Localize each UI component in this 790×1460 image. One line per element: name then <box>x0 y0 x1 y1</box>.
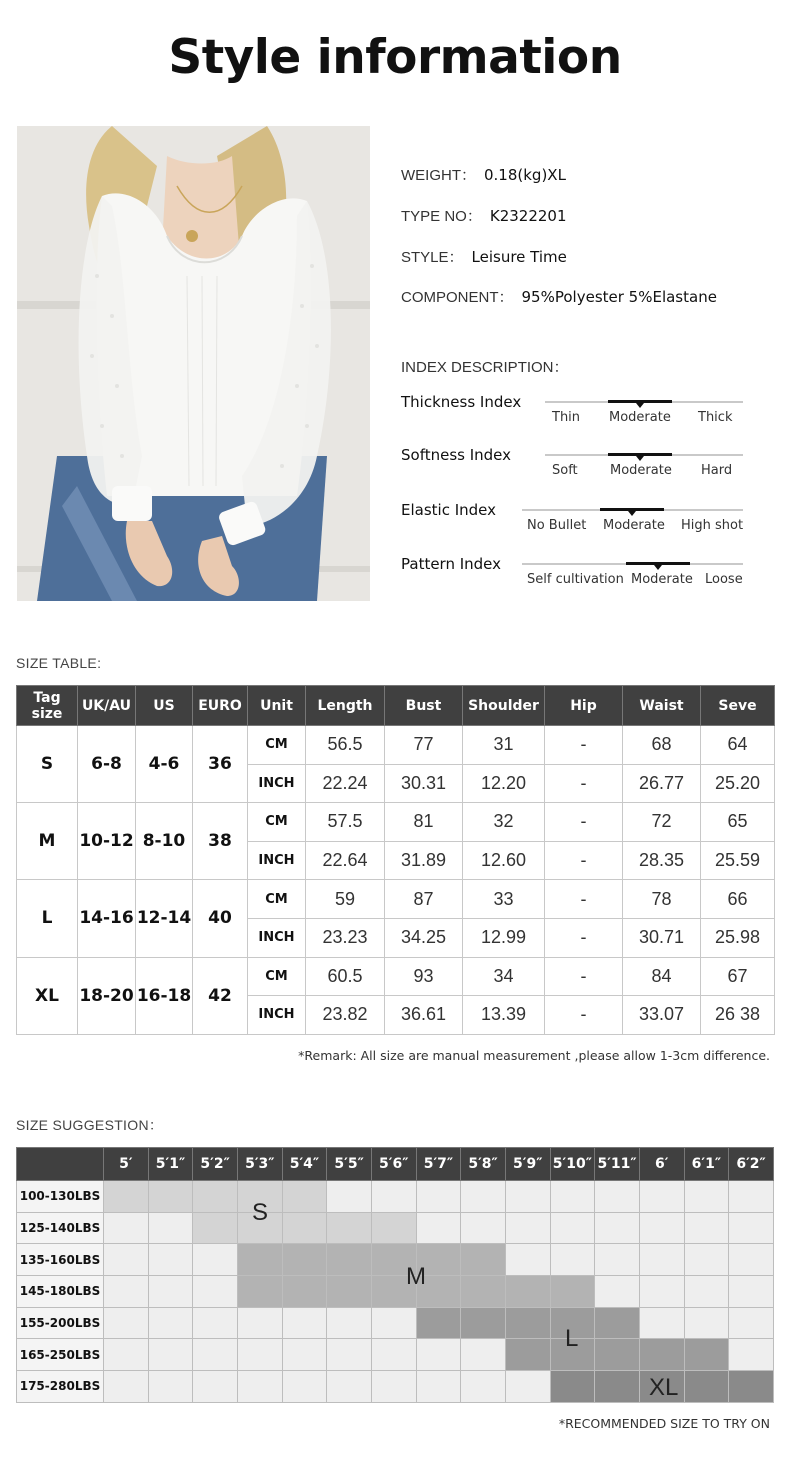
height-header: 5′11″ <box>595 1148 640 1181</box>
weight-label: 175-280LBS <box>17 1371 104 1403</box>
col-header: UK/AU <box>78 686 136 726</box>
grid-cell <box>148 1307 193 1339</box>
bust-cell: 31.89 <box>385 841 463 880</box>
grid-cell <box>639 1212 684 1244</box>
length-cell: 22.24 <box>306 764 385 803</box>
grid-cell <box>104 1212 149 1244</box>
elastic-option: No Bullet <box>527 518 587 533</box>
grid-cell <box>148 1212 193 1244</box>
table-row <box>17 803 775 842</box>
tag-size-cell: L <box>17 880 78 957</box>
size-table <box>16 685 775 1035</box>
sleeve-cell: 25.20 <box>701 764 775 803</box>
shoulder-cell: 32 <box>463 803 545 842</box>
elastic-option: High shot <box>681 518 744 533</box>
grid-cell <box>639 1339 684 1371</box>
grid-cell <box>327 1276 372 1308</box>
grid-cell <box>237 1339 282 1371</box>
softness-pointer-icon <box>636 456 644 461</box>
grid-cell <box>550 1212 595 1244</box>
hip-cell: - <box>545 841 623 880</box>
info-weight-label: WEIGHT： <box>401 167 476 184</box>
grid-cell <box>371 1181 416 1213</box>
size-suggestion-label: SIZE SUGGESTION： <box>16 1117 164 1133</box>
bust-cell: 81 <box>385 803 463 842</box>
grid-cell <box>684 1339 729 1371</box>
euro-cell: 40 <box>193 880 248 957</box>
col-header: Shoulder <box>463 686 545 726</box>
hip-cell: - <box>545 764 623 803</box>
ukau-cell: 6-8 <box>78 726 136 803</box>
height-header: 5′6″ <box>371 1148 416 1181</box>
size-table-label: SIZE TABLE: <box>16 655 102 671</box>
grid-cell <box>282 1212 327 1244</box>
shoulder-cell: 33 <box>463 880 545 919</box>
grid-cell <box>104 1307 149 1339</box>
grid-cell <box>729 1212 774 1244</box>
waist-cell: 84 <box>623 957 701 996</box>
index-description-heading: INDEX DESCRIPTION： <box>401 359 569 376</box>
grid-cell <box>595 1307 640 1339</box>
shoulder-cell: 31 <box>463 726 545 765</box>
height-header: 6′ <box>639 1148 684 1181</box>
grid-cell <box>595 1244 640 1276</box>
height-header: 5′8″ <box>461 1148 506 1181</box>
height-header: 5′1″ <box>148 1148 193 1181</box>
waist-cell: 33.07 <box>623 996 701 1035</box>
thickness-option: Moderate <box>609 410 671 425</box>
table-row <box>17 726 775 765</box>
grid-cell <box>327 1212 372 1244</box>
grid-cell <box>104 1339 149 1371</box>
ukau-cell: 18-20 <box>78 957 136 1034</box>
bust-cell: 30.31 <box>385 764 463 803</box>
pattern-index-label: Pattern Index <box>401 555 502 573</box>
info-style <box>401 246 567 267</box>
weight-label: 100-130LBS <box>17 1181 104 1213</box>
grid-cell <box>416 1371 461 1403</box>
grid-cell <box>148 1276 193 1308</box>
pattern-pointer-icon <box>654 565 662 570</box>
grid-cell <box>550 1276 595 1308</box>
zone-label-m: M <box>406 1263 426 1290</box>
grid-cell <box>550 1181 595 1213</box>
height-header: 5′5″ <box>327 1148 372 1181</box>
col-header: Unit <box>248 686 306 726</box>
zone-label-s: S <box>252 1199 269 1226</box>
grid-cell <box>282 1307 327 1339</box>
length-cell: 60.5 <box>306 957 385 996</box>
grid-cell <box>684 1181 729 1213</box>
info-weight <box>401 164 566 185</box>
grid-cell <box>595 1339 640 1371</box>
waist-cell: 30.71 <box>623 918 701 957</box>
grid-cell <box>282 1371 327 1403</box>
grid-cell <box>104 1244 149 1276</box>
elastic-index-label: Elastic Index <box>401 501 497 519</box>
sleeve-cell: 25.98 <box>701 918 775 957</box>
tag-size-cell: M <box>17 803 78 880</box>
grid-cell <box>327 1339 372 1371</box>
product-photo <box>17 126 370 601</box>
grid-cell <box>505 1276 550 1308</box>
size-table-header-row <box>17 686 775 726</box>
grid-cell <box>371 1212 416 1244</box>
weight-label: 135-160LBS <box>17 1244 104 1276</box>
hip-cell: - <box>545 880 623 919</box>
grid-cell <box>282 1181 327 1213</box>
table-row <box>17 880 775 919</box>
unit-cell: INCH <box>248 764 306 803</box>
size-suggestion-table <box>16 1147 774 1403</box>
length-cell: 23.82 <box>306 996 385 1035</box>
grid-cell <box>148 1371 193 1403</box>
table-row <box>17 1244 774 1276</box>
unit-cell: CM <box>248 880 306 919</box>
height-header: 5′2″ <box>193 1148 238 1181</box>
weight-label: 145-180LBS <box>17 1276 104 1308</box>
grid-cell <box>237 1371 282 1403</box>
grid-cell <box>148 1181 193 1213</box>
table-row <box>17 1307 774 1339</box>
grid-cell <box>595 1371 640 1403</box>
bust-cell: 87 <box>385 880 463 919</box>
col-header: Hip <box>545 686 623 726</box>
grid-cell <box>461 1244 506 1276</box>
length-cell: 22.64 <box>306 841 385 880</box>
waist-cell: 68 <box>623 726 701 765</box>
us-cell: 8-10 <box>136 803 193 880</box>
grid-cell <box>461 1276 506 1308</box>
unit-cell: INCH <box>248 918 306 957</box>
col-header: Seve <box>701 686 775 726</box>
grid-cell <box>193 1244 238 1276</box>
waist-cell: 26.77 <box>623 764 701 803</box>
unit-cell: CM <box>248 957 306 996</box>
grid-cell <box>505 1244 550 1276</box>
grid-cell <box>729 1371 774 1403</box>
col-header: Waist <box>623 686 701 726</box>
table-row <box>17 957 775 996</box>
info-weight-value: 0.18(kg)XL <box>484 166 566 184</box>
ukau-cell: 14-16 <box>78 880 136 957</box>
grid-cell <box>595 1181 640 1213</box>
grid-cell <box>461 1307 506 1339</box>
page-title: Style information <box>168 30 622 85</box>
grid-cell <box>684 1307 729 1339</box>
grid-cell <box>282 1244 327 1276</box>
info-component <box>401 286 717 307</box>
footer-note: *RECOMMENDED SIZE TO TRY ON <box>558 1416 770 1431</box>
thickness-option: Thin <box>552 410 581 425</box>
col-header: Tag size <box>17 686 78 726</box>
grid-cell <box>193 1371 238 1403</box>
grid-cell <box>684 1212 729 1244</box>
col-header: Length <box>306 686 385 726</box>
grid-cell <box>282 1339 327 1371</box>
info-style-label: STYLE： <box>401 249 464 266</box>
thickness-pointer-icon <box>636 403 644 408</box>
grid-cell <box>282 1276 327 1308</box>
table-row <box>17 1212 774 1244</box>
grid-cell <box>371 1339 416 1371</box>
grid-cell <box>416 1307 461 1339</box>
height-header: 5′3″ <box>237 1148 282 1181</box>
grid-cell <box>505 1181 550 1213</box>
grid-cell <box>193 1181 238 1213</box>
grid-cell <box>684 1244 729 1276</box>
pattern-option: Moderate <box>631 572 693 587</box>
euro-cell: 42 <box>193 957 248 1034</box>
info-style-value: Leisure Time <box>471 248 567 266</box>
shoulder-cell: 12.60 <box>463 841 545 880</box>
waist-cell: 72 <box>623 803 701 842</box>
grid-cell <box>237 1307 282 1339</box>
euro-cell: 36 <box>193 726 248 803</box>
shoulder-cell: 12.99 <box>463 918 545 957</box>
shoulder-cell: 13.39 <box>463 996 545 1035</box>
grid-cell <box>505 1371 550 1403</box>
grid-cell <box>461 1371 506 1403</box>
unit-cell: INCH <box>248 841 306 880</box>
us-cell: 4-6 <box>136 726 193 803</box>
thickness-option: Thick <box>698 410 733 425</box>
hip-cell: - <box>545 996 623 1035</box>
grid-cell <box>595 1212 640 1244</box>
grid-cell <box>327 1371 372 1403</box>
sleeve-cell: 25.59 <box>701 841 775 880</box>
grid-cell <box>327 1181 372 1213</box>
weight-label: 165-250LBS <box>17 1339 104 1371</box>
sleeve-cell: 65 <box>701 803 775 842</box>
waist-cell: 78 <box>623 880 701 919</box>
grid-cell <box>193 1276 238 1308</box>
col-header: EURO <box>193 686 248 726</box>
grid-cell <box>416 1181 461 1213</box>
info-component-label: COMPONENT： <box>401 289 514 306</box>
sleeve-cell: 66 <box>701 880 775 919</box>
grid-cell <box>327 1307 372 1339</box>
grid-cell <box>505 1339 550 1371</box>
bust-cell: 36.61 <box>385 996 463 1035</box>
table-row <box>17 1276 774 1308</box>
grid-cell <box>461 1339 506 1371</box>
shoulder-cell: 34 <box>463 957 545 996</box>
zone-label-l: L <box>565 1325 579 1352</box>
grid-cell <box>639 1276 684 1308</box>
grid-cell <box>639 1307 684 1339</box>
col-header: US <box>136 686 193 726</box>
us-cell: 12-14 <box>136 880 193 957</box>
hip-cell: - <box>545 726 623 765</box>
grid-cell <box>595 1276 640 1308</box>
grid-cell <box>461 1181 506 1213</box>
elastic-pointer-icon <box>628 511 636 516</box>
unit-cell: CM <box>248 726 306 765</box>
pattern-option: Self cultivation <box>527 572 624 587</box>
grid-cell <box>237 1276 282 1308</box>
unit-cell: INCH <box>248 996 306 1035</box>
length-cell: 23.23 <box>306 918 385 957</box>
height-header: 5′4″ <box>282 1148 327 1181</box>
waist-cell: 28.35 <box>623 841 701 880</box>
grid-cell <box>639 1244 684 1276</box>
grid-cell <box>729 1339 774 1371</box>
grid-cell <box>104 1181 149 1213</box>
height-header: 6′1″ <box>684 1148 729 1181</box>
height-header: 5′10″ <box>550 1148 595 1181</box>
grid-cell <box>104 1371 149 1403</box>
grid-cell <box>237 1244 282 1276</box>
grid-cell <box>371 1371 416 1403</box>
weight-label: 155-200LBS <box>17 1307 104 1339</box>
weight-label: 125-140LBS <box>17 1212 104 1244</box>
bust-cell: 77 <box>385 726 463 765</box>
tag-size-cell: S <box>17 726 78 803</box>
grid-cell <box>550 1244 595 1276</box>
bust-cell: 93 <box>385 957 463 996</box>
grid-cell <box>148 1244 193 1276</box>
unit-cell: CM <box>248 803 306 842</box>
elastic-option: Moderate <box>603 518 665 533</box>
ukau-cell: 10-12 <box>78 803 136 880</box>
hip-cell: - <box>545 918 623 957</box>
grid-cell <box>684 1276 729 1308</box>
grid-cell <box>639 1181 684 1213</box>
grid-cell <box>193 1307 238 1339</box>
thickness-index-label: Thickness Index <box>401 393 522 411</box>
sleeve-cell: 64 <box>701 726 775 765</box>
tag-size-cell: XL <box>17 957 78 1034</box>
corner-header <box>17 1148 104 1181</box>
bust-cell: 34.25 <box>385 918 463 957</box>
sleeve-cell: 26 38 <box>701 996 775 1035</box>
length-cell: 59 <box>306 880 385 919</box>
us-cell: 16-18 <box>136 957 193 1034</box>
shoulder-cell: 12.20 <box>463 764 545 803</box>
grid-cell <box>416 1339 461 1371</box>
pattern-option: Loose <box>705 572 743 587</box>
grid-cell <box>461 1212 506 1244</box>
grid-cell <box>327 1244 372 1276</box>
grid-cell <box>371 1307 416 1339</box>
softness-index-label: Softness Index <box>401 446 512 464</box>
softness-option: Hard <box>701 463 733 478</box>
table-row <box>17 1339 774 1371</box>
grid-cell <box>729 1276 774 1308</box>
grid-cell <box>729 1307 774 1339</box>
info-component-value: 95%Polyester 5%Elastane <box>521 288 717 306</box>
euro-cell: 38 <box>193 803 248 880</box>
size-suggestion-header-row <box>17 1148 774 1181</box>
info-type-no <box>401 205 567 226</box>
height-header: 6′2″ <box>729 1148 774 1181</box>
col-header: Bust <box>385 686 463 726</box>
length-cell: 57.5 <box>306 803 385 842</box>
height-header: 5′7″ <box>416 1148 461 1181</box>
remark-note: *Remark: All size are manual measurement ,please allow 1-3cm difference. <box>298 1048 770 1063</box>
zone-label-xl: XL <box>649 1374 679 1401</box>
grid-cell <box>416 1212 461 1244</box>
grid-cell <box>104 1276 149 1308</box>
softness-option: Soft <box>552 463 578 478</box>
hip-cell: - <box>545 957 623 996</box>
softness-option: Moderate <box>610 463 672 478</box>
grid-cell <box>684 1371 729 1403</box>
length-cell: 56.5 <box>306 726 385 765</box>
grid-cell <box>550 1371 595 1403</box>
height-header: 5′9″ <box>505 1148 550 1181</box>
grid-cell <box>193 1212 238 1244</box>
height-header: 5′ <box>104 1148 149 1181</box>
grid-cell <box>729 1181 774 1213</box>
table-row <box>17 1181 774 1213</box>
sleeve-cell: 67 <box>701 957 775 996</box>
info-type-no-value: K2322201 <box>489 207 567 225</box>
hip-cell: - <box>545 803 623 842</box>
grid-cell <box>729 1244 774 1276</box>
grid-cell <box>148 1339 193 1371</box>
grid-cell <box>505 1212 550 1244</box>
info-type-no-label: TYPE NO： <box>401 208 482 225</box>
grid-cell <box>193 1339 238 1371</box>
grid-cell <box>505 1307 550 1339</box>
